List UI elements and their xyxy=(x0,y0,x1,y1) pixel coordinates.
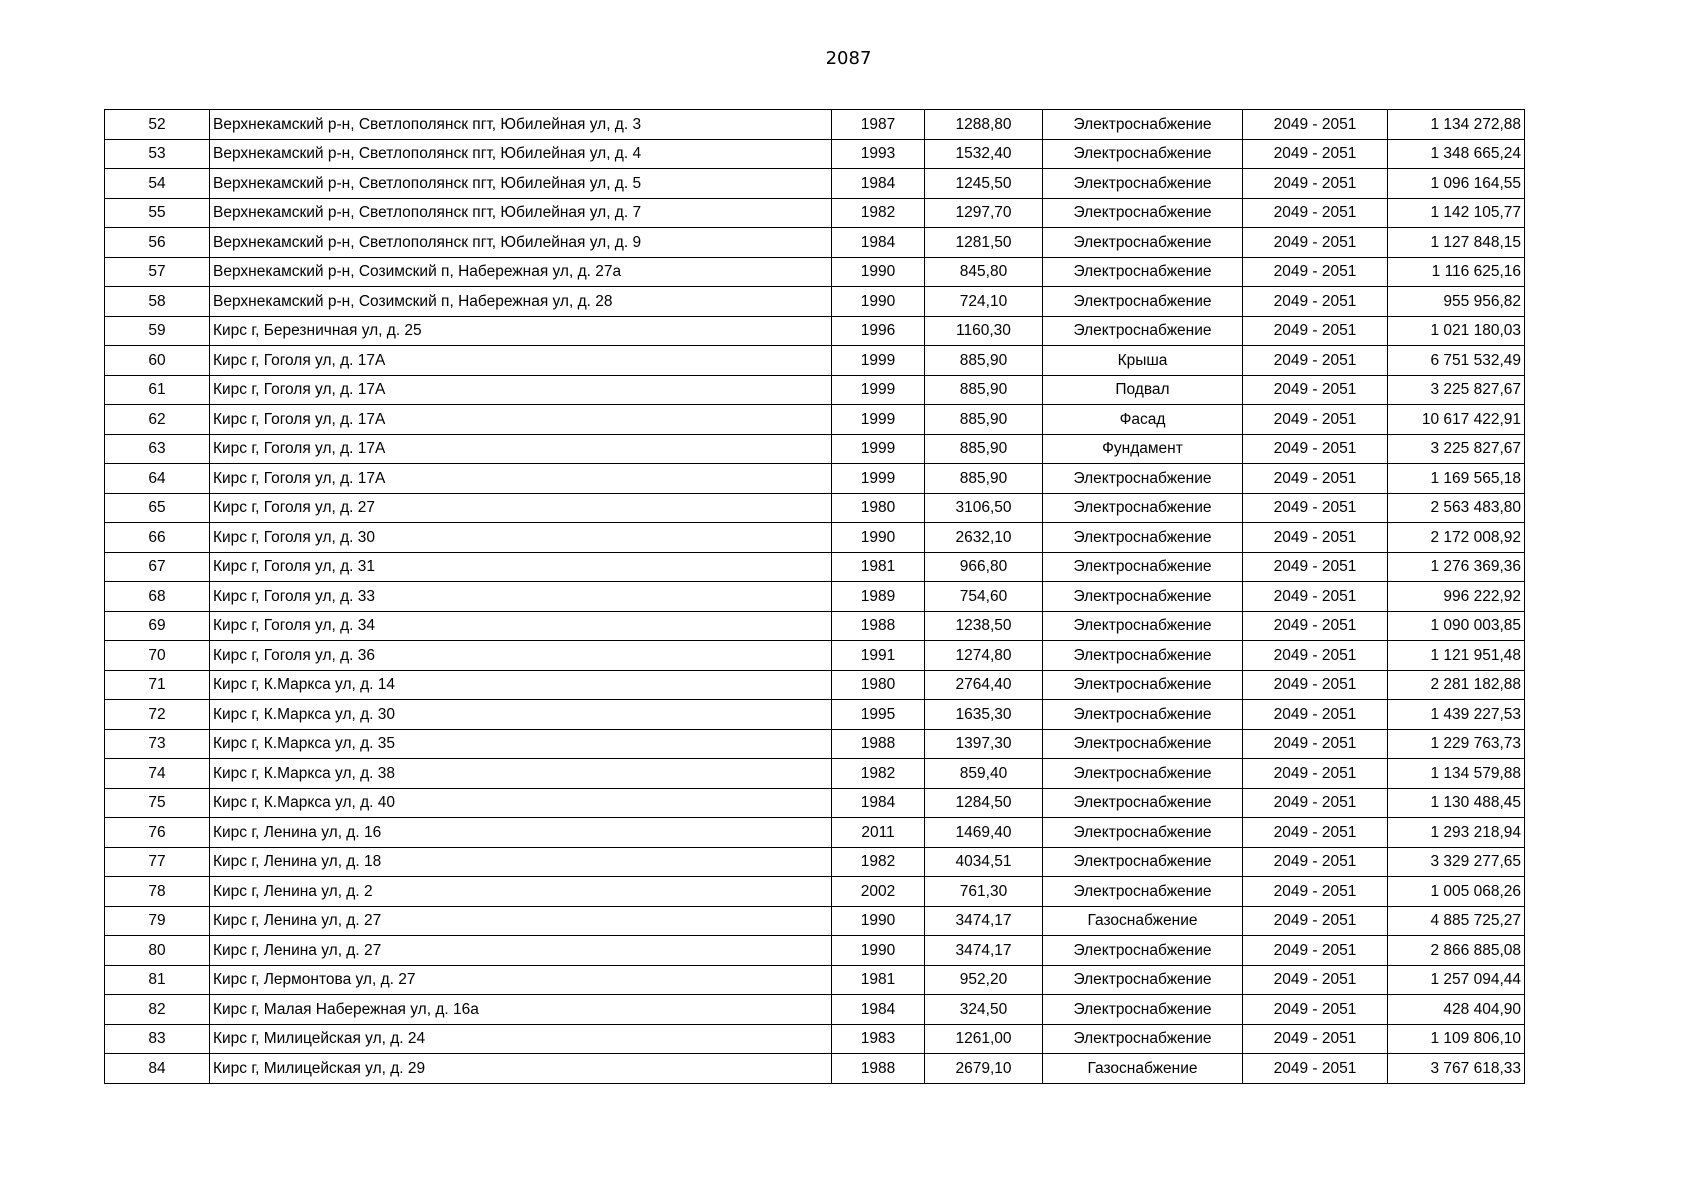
cost-cell: 1 439 227,53 xyxy=(1388,700,1525,730)
cost-cell: 1 116 625,16 xyxy=(1388,257,1525,287)
work-type-cell: Газоснабжение xyxy=(1043,1054,1243,1084)
year-cell: 1981 xyxy=(832,965,925,995)
address-cell: Верхнекамский р-н, Светлополянск пгт, Юбилейная ул, д. 5 xyxy=(210,169,832,199)
work-type-cell: Электроснабжение xyxy=(1043,139,1243,169)
area-cell: 1160,30 xyxy=(925,316,1043,346)
year-cell: 1982 xyxy=(832,759,925,789)
period-cell: 2049 - 2051 xyxy=(1243,700,1388,730)
row-number: 70 xyxy=(105,641,210,671)
address-cell: Кирс г, Гоголя ул, д. 36 xyxy=(210,641,832,671)
period-cell: 2049 - 2051 xyxy=(1243,936,1388,966)
address-cell: Кирс г, Милицейская ул, д. 24 xyxy=(210,1024,832,1054)
period-cell: 2049 - 2051 xyxy=(1243,965,1388,995)
row-number: 62 xyxy=(105,405,210,435)
work-type-cell: Электроснабжение xyxy=(1043,847,1243,877)
table-row xyxy=(105,287,1525,317)
cost-cell: 1 293 218,94 xyxy=(1388,818,1525,848)
address-cell: Кирс г, Ленина ул, д. 18 xyxy=(210,847,832,877)
year-cell: 1993 xyxy=(832,139,925,169)
area-cell: 1261,00 xyxy=(925,1024,1043,1054)
area-cell: 845,80 xyxy=(925,257,1043,287)
year-cell: 1982 xyxy=(832,847,925,877)
table-row xyxy=(105,375,1525,405)
work-type-cell: Электроснабжение xyxy=(1043,110,1243,140)
year-cell: 1987 xyxy=(832,110,925,140)
table-row xyxy=(105,759,1525,789)
address-cell: Верхнекамский р-н, Светлополянск пгт, Юбилейная ул, д. 4 xyxy=(210,139,832,169)
address-cell: Кирс г, Гоголя ул, д. 27 xyxy=(210,493,832,523)
table-row xyxy=(105,818,1525,848)
row-number: 56 xyxy=(105,228,210,258)
year-cell: 1988 xyxy=(832,611,925,641)
cost-cell: 1 276 369,36 xyxy=(1388,552,1525,582)
period-cell: 2049 - 2051 xyxy=(1243,552,1388,582)
year-cell: 1990 xyxy=(832,523,925,553)
year-cell: 1980 xyxy=(832,670,925,700)
work-type-cell: Электроснабжение xyxy=(1043,464,1243,494)
table-row xyxy=(105,405,1525,435)
cost-cell: 996 222,92 xyxy=(1388,582,1525,612)
area-cell: 3106,50 xyxy=(925,493,1043,523)
year-cell: 1999 xyxy=(832,405,925,435)
table-row xyxy=(105,847,1525,877)
year-cell: 1990 xyxy=(832,936,925,966)
area-cell: 761,30 xyxy=(925,877,1043,907)
table-row xyxy=(105,729,1525,759)
year-cell: 1996 xyxy=(832,316,925,346)
table-row xyxy=(105,995,1525,1025)
period-cell: 2049 - 2051 xyxy=(1243,818,1388,848)
address-cell: Кирс г, Гоголя ул, д. 17А xyxy=(210,346,832,376)
period-cell: 2049 - 2051 xyxy=(1243,169,1388,199)
year-cell: 1984 xyxy=(832,995,925,1025)
row-number: 83 xyxy=(105,1024,210,1054)
address-cell: Кирс г, Гоголя ул, д. 17А xyxy=(210,434,832,464)
work-type-cell: Электроснабжение xyxy=(1043,582,1243,612)
year-cell: 1990 xyxy=(832,257,925,287)
cost-cell: 2 563 483,80 xyxy=(1388,493,1525,523)
cost-cell: 428 404,90 xyxy=(1388,995,1525,1025)
work-type-cell: Крыша xyxy=(1043,346,1243,376)
table-row xyxy=(105,346,1525,376)
period-cell: 2049 - 2051 xyxy=(1243,198,1388,228)
area-cell: 724,10 xyxy=(925,287,1043,317)
period-cell: 2049 - 2051 xyxy=(1243,346,1388,376)
area-cell: 1297,70 xyxy=(925,198,1043,228)
cost-cell: 10 617 422,91 xyxy=(1388,405,1525,435)
address-cell: Кирс г, К.Маркса ул, д. 40 xyxy=(210,788,832,818)
row-number: 66 xyxy=(105,523,210,553)
cost-cell: 1 134 579,88 xyxy=(1388,759,1525,789)
address-cell: Кирс г, Ленина ул, д. 16 xyxy=(210,818,832,848)
cost-cell: 3 767 618,33 xyxy=(1388,1054,1525,1084)
row-number: 68 xyxy=(105,582,210,612)
work-type-cell: Электроснабжение xyxy=(1043,523,1243,553)
table-row xyxy=(105,552,1525,582)
row-number: 72 xyxy=(105,700,210,730)
address-cell: Кирс г, Гоголя ул, д. 31 xyxy=(210,552,832,582)
address-cell: Кирс г, Ленина ул, д. 27 xyxy=(210,906,832,936)
area-cell: 2764,40 xyxy=(925,670,1043,700)
address-cell: Кирс г, Гоголя ул, д. 33 xyxy=(210,582,832,612)
table-row xyxy=(105,582,1525,612)
work-type-cell: Электроснабжение xyxy=(1043,552,1243,582)
address-cell: Кирс г, К.Маркса ул, д. 38 xyxy=(210,759,832,789)
work-type-cell: Фасад xyxy=(1043,405,1243,435)
year-cell: 1990 xyxy=(832,287,925,317)
area-cell: 1281,50 xyxy=(925,228,1043,258)
table-row xyxy=(105,1054,1525,1084)
period-cell: 2049 - 2051 xyxy=(1243,110,1388,140)
cost-cell: 3 225 827,67 xyxy=(1388,375,1525,405)
table-row xyxy=(105,139,1525,169)
work-type-cell: Электроснабжение xyxy=(1043,700,1243,730)
work-type-cell: Электроснабжение xyxy=(1043,1024,1243,1054)
period-cell: 2049 - 2051 xyxy=(1243,228,1388,258)
table-row xyxy=(105,1024,1525,1054)
cost-cell: 1 127 848,15 xyxy=(1388,228,1525,258)
row-number: 69 xyxy=(105,611,210,641)
row-number: 64 xyxy=(105,464,210,494)
cost-cell: 1 348 665,24 xyxy=(1388,139,1525,169)
year-cell: 1988 xyxy=(832,729,925,759)
cost-cell: 1 257 094,44 xyxy=(1388,965,1525,995)
address-cell: Кирс г, К.Маркса ул, д. 35 xyxy=(210,729,832,759)
period-cell: 2049 - 2051 xyxy=(1243,316,1388,346)
table-row xyxy=(105,464,1525,494)
address-cell: Кирс г, К.Маркса ул, д. 14 xyxy=(210,670,832,700)
row-number: 55 xyxy=(105,198,210,228)
area-cell: 3474,17 xyxy=(925,936,1043,966)
address-cell: Верхнекамский р-н, Созимский п, Набережная ул, д. 27а xyxy=(210,257,832,287)
work-type-cell: Электроснабжение xyxy=(1043,788,1243,818)
year-cell: 1990 xyxy=(832,906,925,936)
address-cell: Кирс г, Березничная ул, д. 25 xyxy=(210,316,832,346)
row-number: 54 xyxy=(105,169,210,199)
area-cell: 1238,50 xyxy=(925,611,1043,641)
work-type-cell: Электроснабжение xyxy=(1043,257,1243,287)
table-row xyxy=(105,198,1525,228)
period-cell: 2049 - 2051 xyxy=(1243,877,1388,907)
work-type-cell: Электроснабжение xyxy=(1043,995,1243,1025)
cost-cell: 1 169 565,18 xyxy=(1388,464,1525,494)
work-type-cell: Электроснабжение xyxy=(1043,965,1243,995)
work-type-cell: Электроснабжение xyxy=(1043,759,1243,789)
area-cell: 4034,51 xyxy=(925,847,1043,877)
address-cell: Верхнекамский р-н, Светлополянск пгт, Юбилейная ул, д. 7 xyxy=(210,198,832,228)
period-cell: 2049 - 2051 xyxy=(1243,287,1388,317)
row-number: 59 xyxy=(105,316,210,346)
register-table xyxy=(104,109,1525,1084)
area-cell: 1635,30 xyxy=(925,700,1043,730)
period-cell: 2049 - 2051 xyxy=(1243,611,1388,641)
period-cell: 2049 - 2051 xyxy=(1243,375,1388,405)
address-cell: Верхнекамский р-н, Созимский п, Набережная ул, д. 28 xyxy=(210,287,832,317)
area-cell: 2632,10 xyxy=(925,523,1043,553)
row-number: 76 xyxy=(105,818,210,848)
row-number: 71 xyxy=(105,670,210,700)
address-cell: Кирс г, Ленина ул, д. 27 xyxy=(210,936,832,966)
address-cell: Кирс г, К.Маркса ул, д. 30 xyxy=(210,700,832,730)
row-number: 75 xyxy=(105,788,210,818)
table-row xyxy=(105,434,1525,464)
work-type-cell: Электроснабжение xyxy=(1043,641,1243,671)
cost-cell: 1 142 105,77 xyxy=(1388,198,1525,228)
period-cell: 2049 - 2051 xyxy=(1243,641,1388,671)
period-cell: 2049 - 2051 xyxy=(1243,847,1388,877)
cost-cell: 1 109 806,10 xyxy=(1388,1024,1525,1054)
area-cell: 885,90 xyxy=(925,464,1043,494)
period-cell: 2049 - 2051 xyxy=(1243,1054,1388,1084)
work-type-cell: Электроснабжение xyxy=(1043,670,1243,700)
year-cell: 1991 xyxy=(832,641,925,671)
year-cell: 1999 xyxy=(832,434,925,464)
year-cell: 1980 xyxy=(832,493,925,523)
work-type-cell: Электроснабжение xyxy=(1043,611,1243,641)
cost-cell: 955 956,82 xyxy=(1388,287,1525,317)
work-type-cell: Газоснабжение xyxy=(1043,906,1243,936)
area-cell: 1397,30 xyxy=(925,729,1043,759)
work-type-cell: Фундамент xyxy=(1043,434,1243,464)
row-number: 63 xyxy=(105,434,210,464)
area-cell: 885,90 xyxy=(925,405,1043,435)
work-type-cell: Электроснабжение xyxy=(1043,228,1243,258)
area-cell: 859,40 xyxy=(925,759,1043,789)
row-number: 84 xyxy=(105,1054,210,1084)
address-cell: Кирс г, Гоголя ул, д. 17А xyxy=(210,405,832,435)
table-row xyxy=(105,523,1525,553)
row-number: 73 xyxy=(105,729,210,759)
cost-cell: 2 172 008,92 xyxy=(1388,523,1525,553)
area-cell: 1274,80 xyxy=(925,641,1043,671)
row-number: 58 xyxy=(105,287,210,317)
period-cell: 2049 - 2051 xyxy=(1243,729,1388,759)
year-cell: 1984 xyxy=(832,788,925,818)
area-cell: 3474,17 xyxy=(925,906,1043,936)
period-cell: 2049 - 2051 xyxy=(1243,523,1388,553)
work-type-cell: Электроснабжение xyxy=(1043,198,1243,228)
address-cell: Верхнекамский р-н, Светлополянск пгт, Юбилейная ул, д. 9 xyxy=(210,228,832,258)
cost-cell: 3 225 827,67 xyxy=(1388,434,1525,464)
work-type-cell: Электроснабжение xyxy=(1043,936,1243,966)
year-cell: 1995 xyxy=(832,700,925,730)
area-cell: 1245,50 xyxy=(925,169,1043,199)
area-cell: 1284,50 xyxy=(925,788,1043,818)
area-cell: 952,20 xyxy=(925,965,1043,995)
year-cell: 2002 xyxy=(832,877,925,907)
year-cell: 1981 xyxy=(832,552,925,582)
period-cell: 2049 - 2051 xyxy=(1243,434,1388,464)
table-row xyxy=(105,906,1525,936)
period-cell: 2049 - 2051 xyxy=(1243,906,1388,936)
area-cell: 1469,40 xyxy=(925,818,1043,848)
row-number: 60 xyxy=(105,346,210,376)
table-row xyxy=(105,936,1525,966)
cost-cell: 1 229 763,73 xyxy=(1388,729,1525,759)
row-number: 79 xyxy=(105,906,210,936)
table-row xyxy=(105,965,1525,995)
row-number: 61 xyxy=(105,375,210,405)
period-cell: 2049 - 2051 xyxy=(1243,582,1388,612)
address-cell: Кирс г, Гоголя ул, д. 34 xyxy=(210,611,832,641)
table-row xyxy=(105,877,1525,907)
row-number: 77 xyxy=(105,847,210,877)
cost-cell: 3 329 277,65 xyxy=(1388,847,1525,877)
work-type-cell: Электроснабжение xyxy=(1043,877,1243,907)
period-cell: 2049 - 2051 xyxy=(1243,670,1388,700)
row-number: 82 xyxy=(105,995,210,1025)
table-row xyxy=(105,228,1525,258)
table-row xyxy=(105,493,1525,523)
cost-cell: 1 121 951,48 xyxy=(1388,641,1525,671)
year-cell: 1999 xyxy=(832,375,925,405)
row-number: 74 xyxy=(105,759,210,789)
area-cell: 1532,40 xyxy=(925,139,1043,169)
year-cell: 1988 xyxy=(832,1054,925,1084)
cost-cell: 2 281 182,88 xyxy=(1388,670,1525,700)
cost-cell: 1 021 180,03 xyxy=(1388,316,1525,346)
area-cell: 2679,10 xyxy=(925,1054,1043,1084)
cost-cell: 2 866 885,08 xyxy=(1388,936,1525,966)
register-table-body xyxy=(105,110,1525,1084)
row-number: 57 xyxy=(105,257,210,287)
row-number: 80 xyxy=(105,936,210,966)
table-row xyxy=(105,169,1525,199)
cost-cell: 1 096 164,55 xyxy=(1388,169,1525,199)
table-row xyxy=(105,316,1525,346)
cost-cell: 6 751 532,49 xyxy=(1388,346,1525,376)
row-number: 52 xyxy=(105,110,210,140)
area-cell: 1288,80 xyxy=(925,110,1043,140)
year-cell: 1984 xyxy=(832,169,925,199)
work-type-cell: Электроснабжение xyxy=(1043,729,1243,759)
year-cell: 1982 xyxy=(832,198,925,228)
year-cell: 1984 xyxy=(832,228,925,258)
address-cell: Кирс г, Гоголя ул, д. 30 xyxy=(210,523,832,553)
work-type-cell: Электроснабжение xyxy=(1043,493,1243,523)
page-number: 2087 xyxy=(825,48,872,69)
table-row xyxy=(105,788,1525,818)
period-cell: 2049 - 2051 xyxy=(1243,139,1388,169)
period-cell: 2049 - 2051 xyxy=(1243,1024,1388,1054)
row-number: 81 xyxy=(105,965,210,995)
cost-cell: 1 005 068,26 xyxy=(1388,877,1525,907)
work-type-cell: Электроснабжение xyxy=(1043,287,1243,317)
cost-cell: 4 885 725,27 xyxy=(1388,906,1525,936)
area-cell: 966,80 xyxy=(925,552,1043,582)
year-cell: 1999 xyxy=(832,464,925,494)
table-row xyxy=(105,611,1525,641)
address-cell: Кирс г, Малая Набережная ул, д. 16а xyxy=(210,995,832,1025)
area-cell: 885,90 xyxy=(925,346,1043,376)
work-type-cell: Электроснабжение xyxy=(1043,818,1243,848)
row-number: 78 xyxy=(105,877,210,907)
area-cell: 885,90 xyxy=(925,434,1043,464)
table-row xyxy=(105,257,1525,287)
period-cell: 2049 - 2051 xyxy=(1243,257,1388,287)
year-cell: 1983 xyxy=(832,1024,925,1054)
address-cell: Кирс г, Гоголя ул, д. 17А xyxy=(210,375,832,405)
row-number: 53 xyxy=(105,139,210,169)
table-row xyxy=(105,700,1525,730)
area-cell: 885,90 xyxy=(925,375,1043,405)
address-cell: Кирс г, Гоголя ул, д. 17А xyxy=(210,464,832,494)
address-cell: Кирс г, Лермонтова ул, д. 27 xyxy=(210,965,832,995)
work-type-cell: Подвал xyxy=(1043,375,1243,405)
period-cell: 2049 - 2051 xyxy=(1243,405,1388,435)
work-type-cell: Электроснабжение xyxy=(1043,316,1243,346)
table-row xyxy=(105,670,1525,700)
work-type-cell: Электроснабжение xyxy=(1043,169,1243,199)
period-cell: 2049 - 2051 xyxy=(1243,788,1388,818)
table-row xyxy=(105,110,1525,140)
address-cell: Верхнекамский р-н, Светлополянск пгт, Юбилейная ул, д. 3 xyxy=(210,110,832,140)
address-cell: Кирс г, Милицейская ул, д. 29 xyxy=(210,1054,832,1084)
address-cell: Кирс г, Ленина ул, д. 2 xyxy=(210,877,832,907)
year-cell: 1999 xyxy=(832,346,925,376)
period-cell: 2049 - 2051 xyxy=(1243,759,1388,789)
period-cell: 2049 - 2051 xyxy=(1243,493,1388,523)
cost-cell: 1 130 488,45 xyxy=(1388,788,1525,818)
row-number: 65 xyxy=(105,493,210,523)
period-cell: 2049 - 2051 xyxy=(1243,464,1388,494)
table-row xyxy=(105,641,1525,671)
period-cell: 2049 - 2051 xyxy=(1243,995,1388,1025)
row-number: 67 xyxy=(105,552,210,582)
year-cell: 1989 xyxy=(832,582,925,612)
cost-cell: 1 090 003,85 xyxy=(1388,611,1525,641)
year-cell: 2011 xyxy=(832,818,925,848)
cost-cell: 1 134 272,88 xyxy=(1388,110,1525,140)
area-cell: 324,50 xyxy=(925,995,1043,1025)
area-cell: 754,60 xyxy=(925,582,1043,612)
